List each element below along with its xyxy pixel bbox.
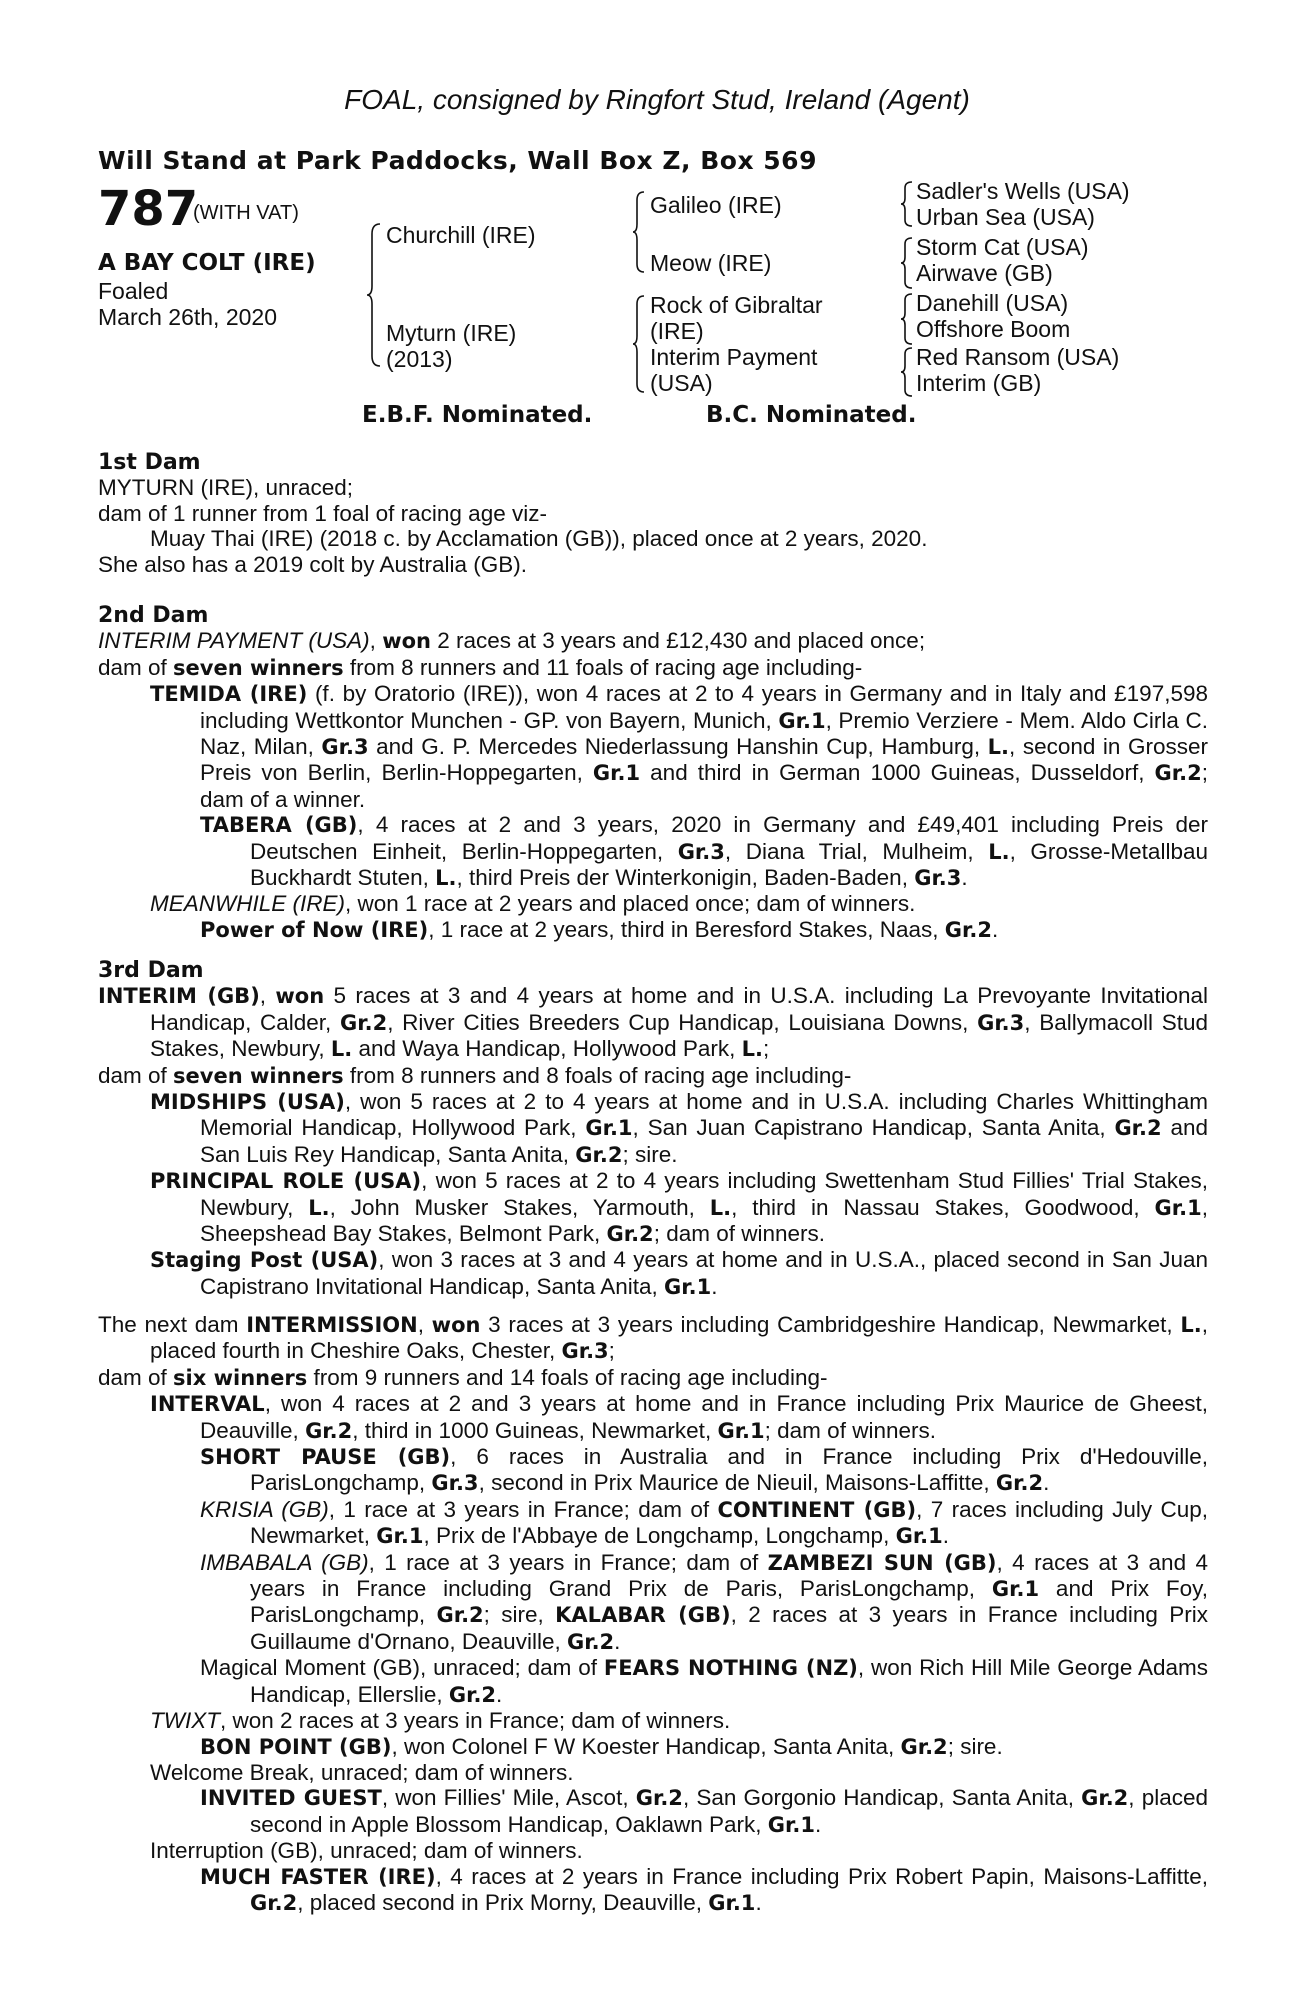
next-dam-para: dam of six winners from 9 runners and 14 foals of racing age including- (98, 1364, 828, 1390)
dam-year: (2013) (386, 346, 453, 372)
third-dam-section (98, 958, 1208, 1300)
third-dam-para: PRINCIPAL ROLE (USA), won 5 races at 2 to 4 years including Swettenham Stud Fillies' Trial Stakes, Newbury, L., John Musker Stakes, Yarmouth, L., third in Nassau Stakes, Goodwood, Gr.1, Sheepshead Bay Stakes, Belmont Park, Gr.2; dam of winners. (150, 1168, 1208, 1247)
vat-note: (WITH VAT) (193, 202, 299, 224)
stand-location: Will Stand at Park Paddocks, Wall Box Z, Box 569 (98, 146, 817, 175)
first-dam-section (98, 450, 1208, 577)
third-dam-heading: 3rd Dam (98, 958, 204, 983)
bc-nomination: B.C. Nominated. (706, 402, 917, 428)
next-dam-para: BON POINT (GB), won Colonel F W Koester Handicap, Santa Anita, Gr.2; sire. (200, 1733, 1003, 1759)
second-dam-para: INTERIM PAYMENT (USA), won 2 races at 3 years and £12,430 and placed once; (98, 628, 926, 654)
horse-name: A BAY COLT (IRE) (98, 250, 316, 276)
foaled-label: Foaled (98, 278, 169, 304)
sire-name: Churchill (IRE) (386, 222, 536, 248)
next-dam-para: INVITED GUEST, won Fillies' Mile, Ascot, Gr.2, San Gorgonio Handicap, Santa Anita, Gr.2, placed second in Apple Blossom Handicap, Oaklawn Park, Gr.1. (200, 1785, 1209, 1837)
third-dam-para: dam of seven winners from 8 runners and 8 foals of racing age including- (98, 1062, 852, 1088)
first-dam-line: MYTURN (IRE), unraced; (98, 475, 354, 501)
third-dam-para: INTERIM (GB), won 5 races at 3 and 4 years at home and in U.S.A. including La Prevoyante Invitational Handicap, Calder, Gr.2, River Cities Breeders Cup Handicap, Louisiana Downs, Gr.3, Ballymacoll Stud Stakes, Newbury, L. and Waya Handicap, Hollywood Park, L.; (98, 983, 1209, 1062)
first-dam-line: She also has a 2019 colt by Australia (GB). (98, 551, 527, 577)
second-dam-section (98, 603, 1208, 943)
foaled-date: March 26th, 2020 (98, 304, 278, 330)
next-dam-para: INTERVAL, won 4 races at 2 and 3 years at home and in France including Prix Maurice de Gheest, Deauville, Gr.2, third in 1000 Guineas, Newmarket, Gr.1; dam of winners. (150, 1391, 1208, 1443)
pedigree-brace-meow (900, 236, 914, 290)
gen3-dds: Red Ransom (USA) (916, 344, 1120, 370)
consignor-title: FOAL, consigned by Ringfort Stud, Ireland (Agent) (344, 84, 970, 115)
second-dam-para: dam of seven winners from 8 runners and 11 foals of racing age including- (98, 654, 863, 680)
sire-sire: Galileo (IRE) (650, 192, 782, 218)
third-dam-para: MIDSHIPS (USA), won 5 races at 2 to 4 years at home and in U.S.A. including Charles Whittingham Memorial Handicap, Hollywood Park, Gr.1, San Juan Capistrano Handicap, Santa Anita, Gr.2 and San Luis Rey Handicap, Santa Anita, Gr.2; sire. (150, 1089, 1208, 1167)
next-dam-para: IMBABALA (GB), 1 race at 3 years in France; dam of ZAMBEZI SUN (GB), 4 races at 3 and 4 years in France including Grand Prix de Paris, ParisLongchamp, Gr.1 and Prix Foy, ParisLongchamp, Gr.2; sire, KALABAR (GB), 2 races at 3 years in France including Prix Guillaume d'Ornano, Deauville, Gr.2. (200, 1549, 1209, 1654)
second-dam-para: TEMIDA (IRE) (f. by Oratorio (IRE)), won 4 races at 2 to 4 years in Germany and in Italy and £197,598 including Wettkontor Munchen - GP. von Bayern, Munich, Gr.1, Premio Verziere - Mem. Aldo Cirla C. Naz, Milan, Gr.3 and G. P. Mercedes Niederlassung Hanshin Cup, Hamburg, L., second in Grosser Preis von Berlin, Berlin-Hoppegarten, Gr.1 and third in German 1000 Guineas, Dusseldorf, Gr.2; dam of a winner. (150, 681, 1209, 812)
lot-number: 787 (98, 181, 199, 237)
second-dam-para: TABERA (GB), 4 races at 2 and 3 years, 2020 in Germany and £49,401 including Preis der Deutschen Einheit, Berlin-Hoppegarten, Gr.3, Diana Trial, Mulheim, L., Grosse-Metallbau Buckhardt Stuten, L., third Preis der Winterkonigin, Baden-Baden, Gr.3. (200, 812, 1208, 891)
pedigree-brace-rock (900, 292, 914, 346)
next-dam-para: Magical Moment (GB), unraced; dam of FEARS NOTHING (NZ), won Rich Hill Mile George Adams Handicap, Ellerslie, Gr.2. (200, 1655, 1208, 1707)
pedigree-brace-galileo (900, 180, 914, 228)
third-dam-para: Staging Post (USA), won 3 races at 3 and 4 years at home and in U.S.A., placed second in San Juan Capistrano Invitational Handicap, Santa Anita, Gr.1. (150, 1247, 1209, 1299)
next-dam-para: The next dam INTERMISSION, won 3 races at 3 years including Cambridgeshire Handicap, Newmarket, L., placed fourth in Cheshire Oaks, Chester, Gr.3; (98, 1312, 1208, 1364)
dam-dam-line2: (USA) (650, 370, 713, 396)
first-dam-line: dam of 1 runner from 1 foal of racing age viz- (98, 500, 547, 526)
sire-dam: Meow (IRE) (650, 250, 772, 276)
gen3-dss: Danehill (USA) (916, 290, 1069, 316)
first-dam-heading: 1st Dam (98, 450, 201, 475)
next-dam-para: Interruption (GB), unraced; dam of winners. (150, 1838, 583, 1864)
dam-name: Myturn (IRE) (386, 320, 517, 346)
dam-sire-line1: Rock of Gibraltar (650, 292, 823, 318)
gen3-sdd: Airwave (GB) (916, 260, 1053, 286)
dam-sire-line2: (IRE) (650, 318, 704, 344)
gen3-sds: Storm Cat (USA) (916, 234, 1089, 260)
second-dam-para: MEANWHILE (IRE), won 1 race at 2 years and placed once; dam of winners. (150, 891, 916, 917)
next-dam-para: Welcome Break, unraced; dam of winners. (150, 1759, 574, 1785)
next-dam-section (98, 1312, 1208, 1916)
first-dam-produce: Muay Thai (IRE) (2018 c. by Acclamation (GB)), placed once at 2 years, 2020. (150, 526, 928, 552)
pedigree-brace-main (366, 222, 382, 368)
pedigree-brace-interim-payment (900, 346, 914, 398)
next-dam-para: MUCH FASTER (IRE), 4 races at 2 years in France including Prix Robert Papin, Maisons-Laffitte, Gr.2, placed second in Prix Morny, Deauville, Gr.1. (200, 1863, 1208, 1915)
dam-dam-line1: Interim Payment (650, 344, 818, 370)
second-dam-para: Power of Now (IRE), 1 race at 2 years, third in Beresford Stakes, Naas, Gr.2. (200, 916, 999, 942)
next-dam-para: TWIXT, won 2 races at 3 years in France; dam of winners. (150, 1708, 731, 1734)
next-dam-para: KRISIA (GB), 1 race at 3 years in France; dam of CONTINENT (GB), 7 races including July Cup, Newmarket, Gr.1, Prix de l'Abbaye de Longchamp, Longchamp, Gr.1. (200, 1496, 1209, 1549)
gen3-sss: Sadler's Wells (USA) (916, 178, 1130, 204)
gen3-ssd: Urban Sea (USA) (916, 204, 1095, 230)
ebf-nomination: E.B.F. Nominated. (362, 402, 593, 428)
pedigree-brace-sire (632, 190, 646, 274)
second-dam-heading: 2nd Dam (98, 603, 209, 628)
gen3-dsd: Offshore Boom (916, 316, 1071, 342)
next-dam-para: SHORT PAUSE (GB), 6 races in Australia and in France including Prix d'Hedouville, ParisLongchamp, Gr.3, second in Prix Maurice de Nieuil, Maisons-Laffitte, Gr.2. (200, 1444, 1208, 1496)
gen3-ddd: Interim (GB) (916, 370, 1042, 396)
pedigree-brace-dam (632, 294, 646, 394)
